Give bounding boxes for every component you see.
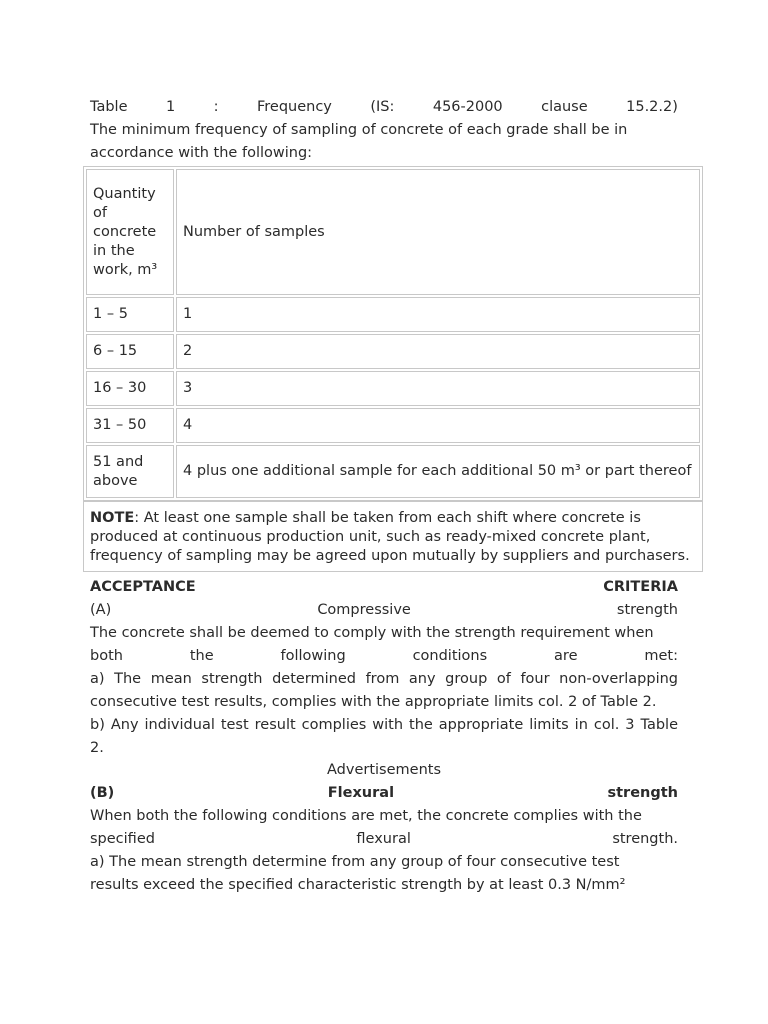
- word: met:: [644, 648, 678, 664]
- quantity-header: Quantity of concrete in the work, m³: [86, 169, 174, 295]
- section-a-paragraph: The concrete shall be deemed to comply with the strength requirement when: [90, 625, 654, 641]
- quantity-cell: 1 – 5: [86, 297, 174, 332]
- section-a-word: strength: [616, 602, 678, 618]
- word: specified: [90, 831, 155, 847]
- note-box: [83, 501, 703, 572]
- table-header-row: [86, 169, 700, 295]
- table-row: [86, 408, 700, 443]
- document-page: [90, 96, 692, 897]
- quantity-cell: 51 and above: [86, 445, 174, 498]
- word: the: [189, 648, 214, 664]
- section-b-item-a: results exceed the specified characteristic strength by at least 0.3 N/mm²: [90, 877, 626, 893]
- intro-line: The minimum frequency of sampling of concrete of each grade shall be in: [90, 122, 628, 138]
- heading-word: 15.2.2): [626, 99, 678, 115]
- note-label: NOTE: [90, 510, 135, 526]
- heading-word: :: [213, 99, 219, 115]
- word: following: [280, 648, 346, 664]
- quantity-cell: 16 – 30: [86, 371, 174, 406]
- heading-word: (IS:: [370, 99, 395, 115]
- intro-line: accordance with the following:: [90, 145, 313, 161]
- heading-word: 456-2000: [432, 99, 503, 115]
- acceptance-criteria-heading: [90, 576, 678, 599]
- section-b-word: Flexural: [327, 785, 395, 801]
- section-b-paragraph: When both the following conditions are met, the concrete complies with the: [90, 808, 642, 824]
- word: are: [554, 648, 578, 664]
- advertisements-label: Advertisements: [327, 762, 441, 778]
- section-b-item-a: a) The mean strength determine from any group of four consecutive test: [90, 854, 620, 870]
- samples-cell: 2: [176, 334, 700, 369]
- sampling-frequency-table: [83, 166, 703, 501]
- section-a-item-b: b) Any individual test result complies with the appropriate limits in col. 3 Table 2.: [90, 717, 678, 756]
- samples-cell: 3: [176, 371, 700, 406]
- criteria-word: CRITERIA: [603, 579, 678, 595]
- samples-cell: 1: [176, 297, 700, 332]
- samples-header: Number of samples: [176, 169, 700, 295]
- word: strength.: [612, 831, 678, 847]
- note-text: : At least one sample shall be taken from each shift where concrete is produced at continuous production unit, such as ready-mixed concrete plant, frequency of sampling may be agreed upon mutually by suppliers and purchasers.: [90, 510, 690, 564]
- quantity-cell: 6 – 15: [86, 334, 174, 369]
- table-row: [86, 445, 700, 498]
- section-a-item-a: a) The mean strength determined from any group of four non-overlapping consecutive test results, complies with the appropriate limits col. 2 of Table 2.: [90, 671, 678, 710]
- table-row: [86, 334, 700, 369]
- heading-word: Table: [90, 99, 128, 115]
- section-a-word: Compressive: [317, 602, 411, 618]
- quantity-cell: 31 – 50: [86, 408, 174, 443]
- word: conditions: [412, 648, 488, 664]
- section-b-word: strength: [607, 785, 678, 801]
- heading-word: 1: [165, 99, 176, 115]
- section-a-label: (A): [90, 602, 112, 618]
- table-heading: [90, 96, 678, 119]
- acceptance-word: ACCEPTANCE: [90, 579, 196, 595]
- word: both: [90, 648, 123, 664]
- word: flexural: [356, 831, 411, 847]
- section-b-paragraph-line2: [90, 828, 678, 851]
- section-b-label: (B): [90, 785, 115, 801]
- table-row: [86, 371, 700, 406]
- samples-cell: 4 plus one additional sample for each additional 50 m³ or part thereof: [176, 445, 700, 498]
- samples-cell: 4: [176, 408, 700, 443]
- table-row: [86, 297, 700, 332]
- section-a-heading: [90, 599, 678, 622]
- section-a-paragraph-line2: [90, 645, 678, 668]
- heading-word: Frequency: [256, 99, 332, 115]
- section-b-heading: [90, 782, 678, 805]
- heading-word: clause: [541, 99, 588, 115]
